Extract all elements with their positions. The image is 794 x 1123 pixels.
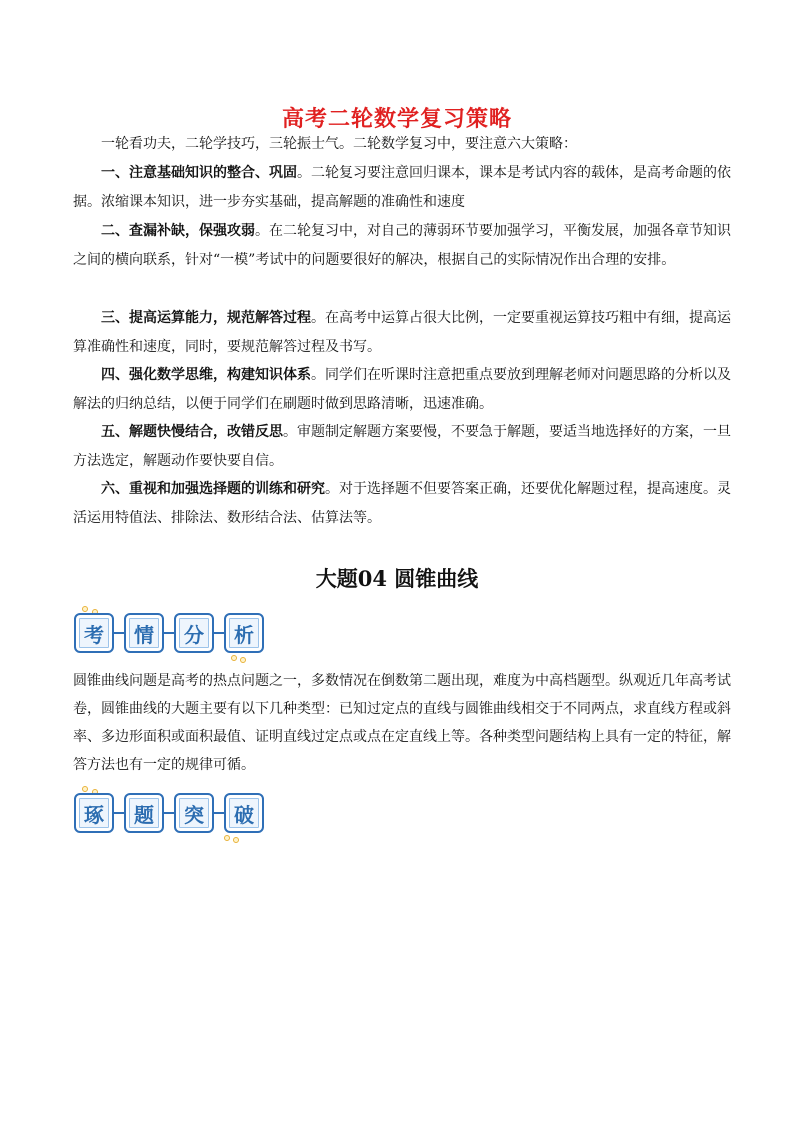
badge-kao: 考 <box>74 613 114 653</box>
decoration-dot <box>82 606 88 612</box>
badge-xi: 析 <box>224 613 264 653</box>
section-title: 大题04 圆锥曲线 <box>315 566 479 591</box>
decoration-dot <box>82 786 88 792</box>
strategy-6-text: 。对于选择题不但要答案正确，还要优化解题过程，提高速度。灵活运用特值法、排除法、数形结合法、估算法等。 <box>73 481 731 526</box>
strategy-3-heading: 三、提高运算能力，规范解答过程 <box>101 310 311 326</box>
badge-qing: 情 <box>124 613 164 653</box>
badge-connector <box>214 812 224 814</box>
strategy-5-heading: 五、解题快慢结合，改错反思 <box>101 424 283 440</box>
strategy-2-text: 。在二轮复习中，对自己的薄弱环节要加强学习，平衡发展，加强各章节知识之间的横向联系，针对“一模”考试中的问题要很好的解决，根据自己的实际情况作出合理的安排。 <box>73 223 731 268</box>
badge-connector <box>114 632 124 634</box>
strategy-2 <box>73 217 733 275</box>
decoration-dot <box>240 657 246 663</box>
strategy-6 <box>73 475 733 533</box>
strategy-4-text: 。同学们在听课时注意把重点要放到理解老师对问题思路的分析以及解法的归纳总结，以便于同学们在刷题时做到思路清晰，迅速准确。 <box>73 367 731 412</box>
analysis-paragraph: 圆锥曲线问题是高考的热点问题之一，多数情况在倒数第二题出现，难度为中高档题型。纵观近几年高考试卷，圆锥曲线的大题主要有以下几种类型：已知过定点的直线与圆锥曲线相交于不同两点，求直线方程或斜率、多边形面积或面积最值、证明直线过定点或点在定直线上等。各种类型问题结构上具有一定的特征，解答方法也有一定的规律可循。 <box>73 673 731 773</box>
strategy-4 <box>73 361 733 419</box>
intro-paragraph: 一轮看功夫，二轮学技巧，三轮振士气。二轮数学复习中，要注意六大策略： <box>101 136 577 152</box>
badge-fen: 分 <box>174 613 214 653</box>
badge-connector <box>214 632 224 634</box>
strategy-1 <box>73 159 733 217</box>
decoration-dot <box>233 837 239 843</box>
badge-po: 破 <box>224 793 264 833</box>
badge-tu: 突 <box>174 793 214 833</box>
strategy-1-heading: 一、注意基础知识的整合、巩固 <box>101 165 297 181</box>
badge-connector <box>114 812 124 814</box>
strategy-6-heading: 六、重视和加强选择题的训练和研究 <box>101 481 325 497</box>
strategy-1-text: 。二轮复习要注意回归课本，课本是考试内容的载体，是高考命题的依据。浓缩课本知识，进一步夯实基础，提高解题的准确性和速度 <box>73 165 731 210</box>
strategy-4-heading: 四、强化数学思维，构建知识体系 <box>101 367 311 383</box>
badge-connector <box>164 812 174 814</box>
badge-zhuo: 琢 <box>74 793 114 833</box>
strategy-2-heading: 二、查漏补缺，保强攻弱 <box>101 223 255 239</box>
page-title: 高考二轮数学复习策略 <box>281 107 512 132</box>
badge-ti: 题 <box>124 793 164 833</box>
decoration-dot <box>224 835 230 841</box>
badge-connector <box>164 632 174 634</box>
strategy-3-text: 。在高考中运算占很大比例，一定要重视运算技巧粗中有细，提高运算准确性和速度，同时，要规范解答过程及书写。 <box>73 310 731 355</box>
decoration-dot <box>231 655 237 661</box>
strategy-5 <box>73 418 733 476</box>
strategy-3 <box>73 304 733 362</box>
strategy-5-text: 。审题制定解题方案要慢，不要急于解题，要适当地选择好的方案，一旦方法选定，解题动作要快要自信。 <box>73 424 731 469</box>
